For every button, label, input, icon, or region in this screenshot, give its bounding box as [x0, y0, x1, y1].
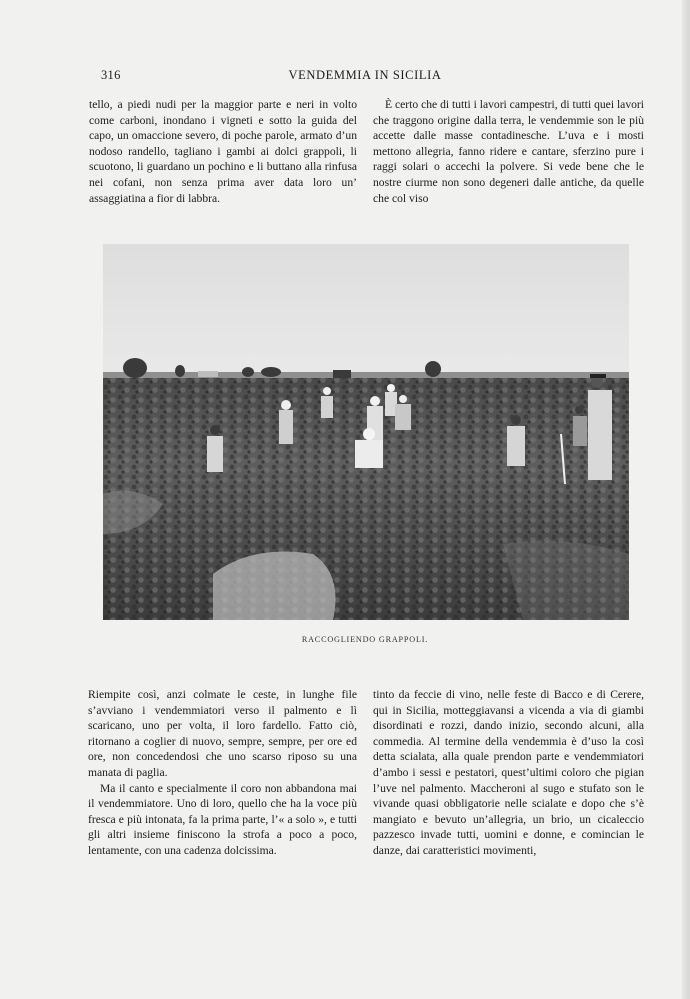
bottom-right-column	[373, 687, 644, 859]
top-left-column	[89, 97, 357, 206]
top-left-paragraph: tello, a piedi nudi per la maggior parte e neri in volto come carboni, inondano i vigneti e sotto la guida del capo, un omaccione severo, di poche parole, armato d’un nodoso randello, tagliano i gambi ai dolci grappoli, li scuotono, li guardano un pochino e li buttano alla rinfusa nei cofani, non senza prima aver data loro un’ assaggiatina a fior di labbra.	[89, 98, 357, 205]
photo-caption: RACCOGLIENDO GRAPPOLI.	[301, 635, 429, 644]
bottom-left-column	[88, 687, 357, 859]
running-title: VENDEMMIA IN SICILIA	[288, 68, 442, 82]
bottom-right-paragraph: tinto da feccie di vino, nelle feste di Bacco e di Cerere, qui in Sicilia, motteggiavansi a vicenda a via di giambi disordinati e rozzi, dando inizio, secondo alcuni, alla commedia. Al termine della vendemmia è d’uso la così detta scialata, alla quale prendon parte e vendemmiatori d’ambo i sessi e pestatori, quest’ultimi coloro che pigian l’uve nel palmento. Maccheroni al sugo e stufato son le vivande quasi obbligatorie nelle scialate e dopo che s’è mangiato e bevuto un’allegria, un brio, un cicaleccio pazzesco invade tutti, uomini e donne, e comincian le danze, dai caratteristici movimenti,	[373, 688, 644, 857]
page-edge	[682, 0, 690, 999]
bottom-left-paragraph-2: Ma il canto e specialmente il coro non abbandona mai il vendemmiatore. Uno di loro, quello che ha la voce più fresca e più intonata, fa la prima parte, l’« a solo », e tutti gli altri insieme finiscono la strofa a poco a poco, lentamente, con una cadenza dolcissima.	[88, 781, 357, 857]
top-right-column	[373, 97, 644, 206]
bottom-left-paragraph-1: Riempite così, anzi colmate le ceste, in lunghe file s’avviano i vendemmiatori verso il palmento e lì scaricano, uno per volta, il loro fardello. Fatto ciò, ritornano a coglier di nuovo, sempre, sempre, per ore ed ore, non concedendosi che uno scarso riposo su una manata di paglia.	[88, 688, 357, 779]
vineyard-photograph	[103, 244, 629, 620]
page-number: 316	[101, 68, 121, 82]
top-right-paragraph: È certo che di tutti i lavori campestri, di tutti quei lavori che traggono origine dalla terra, le vendemmie son le più accette dalle masse contadinesche. L’uva e i mosti mettono allegria, fanno ridere e cantare, sferzino pure i raggi solari o accechi la polvere. Si vede bene che le nostre ciurme non sono degeneri dalle antiche, da quelle che col viso	[373, 98, 644, 205]
